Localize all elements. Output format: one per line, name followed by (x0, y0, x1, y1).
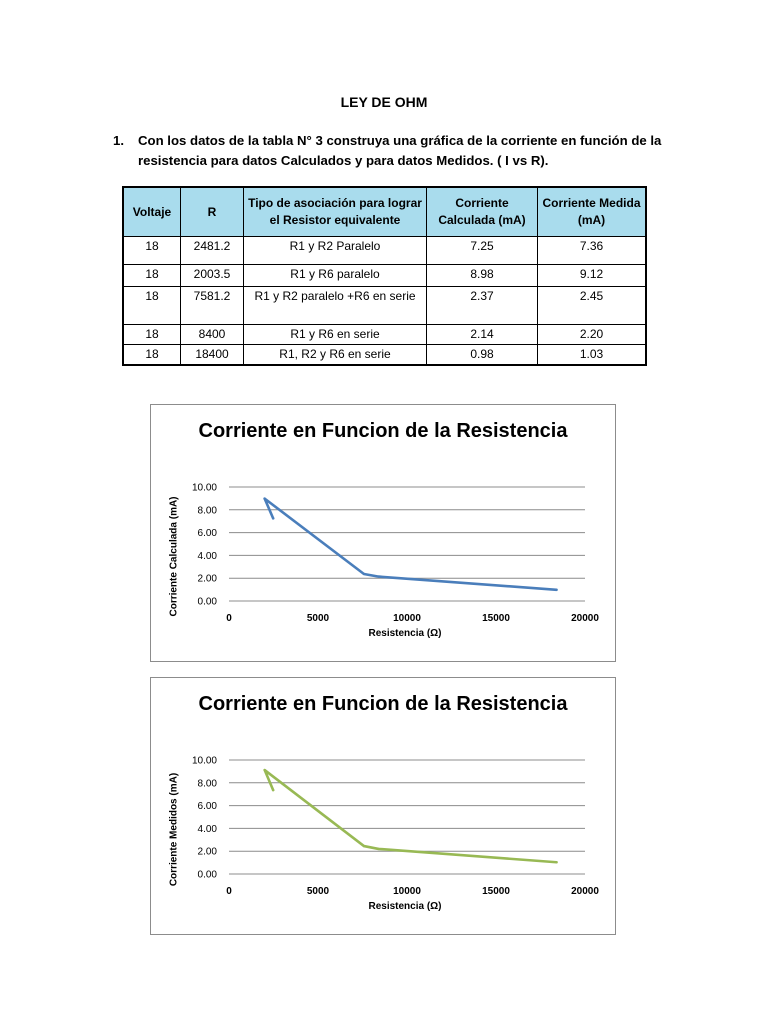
y-tick-label: 8.00 (197, 505, 217, 517)
data-point (363, 573, 365, 575)
x-tick-label: 15000 (482, 613, 510, 624)
table-row (123, 287, 646, 325)
data-point (363, 845, 365, 847)
page-title: LEY DE OHM (340, 94, 428, 110)
table-header-row (123, 187, 646, 237)
data-point (555, 589, 557, 591)
cell-medida: 2.45 (538, 287, 647, 325)
table-row (123, 325, 646, 345)
chart-title: Corriente en Funcion de la Resistencia (198, 693, 568, 715)
data-point (555, 861, 557, 863)
cell-r: 2481.2 (181, 237, 244, 265)
y-tick-label: 2.00 (197, 573, 217, 585)
x-tick-label: 0 (226, 886, 232, 897)
header-voltaje: Voltaje (123, 187, 181, 237)
cell-voltaje: 18 (123, 237, 181, 265)
question-text: Con los datos de la tabla N° 3 construya una gráfica de la corriente en función de la resistencia para datos Calculados y para datos Medidos. ( I vs R). (138, 133, 662, 168)
data-point (272, 789, 274, 791)
question (113, 131, 673, 171)
cell-medida: 9.12 (538, 265, 647, 287)
data-point (263, 769, 265, 771)
x-tick-label: 0 (226, 613, 232, 624)
header-r: R (181, 187, 244, 237)
chart-y-axis-label: Corriente Medidos (mA) (168, 772, 180, 887)
series-line (265, 499, 557, 590)
cell-voltaje: 18 (123, 265, 181, 287)
cell-r: 7581.2 (181, 287, 244, 325)
y-tick-label: 6.00 (197, 528, 217, 540)
header-corriente-calculada: Corriente Calculada (mA) (427, 187, 538, 237)
x-tick-label: 5000 (306, 613, 330, 624)
cell-medida: 2.20 (538, 325, 647, 345)
chart-x-axis-label: Resistencia (Ω) (368, 901, 442, 912)
cell-r: 18400 (181, 345, 244, 365)
cell-r: 8400 (181, 325, 244, 345)
chart-title: Corriente en Funcion de la Resistencia (198, 420, 568, 442)
table-row (123, 265, 646, 287)
header-corriente-medida: Corriente Medida (mA) (538, 187, 647, 237)
chart-x-axis-label: Resistencia (Ω) (368, 628, 442, 639)
cell-tipo: R1 y R6 paralelo (244, 265, 427, 287)
chart-y-axis-label: Corriente Calculada (mA) (168, 496, 180, 617)
cell-tipo: R1 y R2 Paralelo (244, 237, 427, 265)
cell-calculada: 7.25 (427, 237, 538, 265)
data-point (377, 848, 379, 850)
series-line (265, 770, 557, 862)
cell-tipo: R1, R2 y R6 en serie (244, 345, 427, 365)
y-tick-label: 4.00 (197, 550, 217, 562)
cell-calculada: 8.98 (427, 265, 538, 287)
cell-tipo: R1 y R6 en serie (244, 325, 427, 345)
question-number: 1. (113, 133, 124, 148)
x-tick-label: 20000 (571, 886, 599, 897)
header-tipo: Tipo de asociación para lograr el Resistor equivalente (244, 187, 427, 237)
y-tick-label: 10.00 (191, 755, 217, 767)
y-tick-label: 6.00 (197, 801, 217, 813)
chart-calculada (150, 404, 616, 662)
cell-medida: 1.03 (538, 345, 647, 365)
cell-r: 2003.5 (181, 265, 244, 287)
cell-tipo: R1 y R2 paralelo +R6 en serie (244, 287, 427, 325)
cell-calculada: 2.14 (427, 325, 538, 345)
data-point (263, 497, 265, 499)
data-table (122, 186, 647, 366)
x-tick-label: 10000 (393, 886, 421, 897)
chart-medidos (150, 677, 616, 935)
data-point (272, 517, 274, 519)
x-tick-label: 20000 (571, 613, 599, 624)
y-tick-label: 0.00 (197, 869, 217, 881)
cell-voltaje: 18 (123, 325, 181, 345)
y-tick-label: 10.00 (191, 482, 217, 494)
y-tick-label: 4.00 (197, 823, 217, 835)
x-tick-label: 15000 (482, 886, 510, 897)
y-tick-label: 2.00 (197, 846, 217, 858)
table-row (123, 345, 646, 365)
y-tick-label: 0.00 (197, 596, 217, 608)
cell-calculada: 0.98 (427, 345, 538, 365)
x-tick-label: 10000 (393, 613, 421, 624)
table-row (123, 237, 646, 265)
data-point (377, 575, 379, 577)
cell-voltaje: 18 (123, 345, 181, 365)
cell-voltaje: 18 (123, 287, 181, 325)
x-tick-label: 5000 (306, 886, 330, 897)
cell-medida: 7.36 (538, 237, 647, 265)
y-tick-label: 8.00 (197, 778, 217, 790)
cell-calculada: 2.37 (427, 287, 538, 325)
